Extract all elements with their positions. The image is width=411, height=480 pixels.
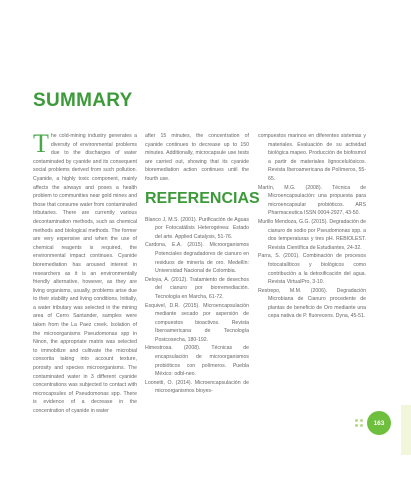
reference-item: Deloya, A. (2012). Tratamiento de desechos del cianuro por biorremediación. Tecnología en Marcha, 61-72.	[145, 276, 249, 300]
reference-item: Esquivel, D.R. (2015). Microencapsulación mediante secado por aspersión de compuestos bioactivos. Revista Iberoamericana de Tecnología Postcosecha, 180-192.	[145, 302, 249, 343]
summary-body-text: he cold-mining industry generates a diversity of environmental problems due to the discharges of water contaminated by cyanide and its consequent social problems derived from such pollution. Cyanide, a highly toxic component, mainly affects the airways and poses a health problem to communities near gold mines and those that consume water from contaminated tributaries. There are currently various decontamination methods, such as chemical methods and biological methods. The former are very expensive and when the use of chemical reagents is required, the environmental impact continues. Cyanide bioremediation has aroused interest in researchers as it is an environmentally friendly alternative, however, as they are living organisms, usually, problems arise due to their stability and living conditions. Initially, a water tributary was selected in the mining area of Cerro Santander, samples were taken from the La Paez creek. Isolation of the microorganisms Pseudomonas spp in Ninon, the appropriate matrix was selected to immobilize and cultivate the microbial consortia taking into account texture, porosity and species microorganisms. The contaminated water in 3 different cyanide concentrations was subjected to contact with microcapsules of Pseudomonas spp. There is evidence of a decrease in the concentration of cyanide in water	[33, 133, 137, 414]
reference-item: Cardona, E.A. (2015). Microorganismos Potenciales degradadores de cianuro en residuos de minería de oro. Medellín: Universidad Nacional de Colombia.	[145, 242, 249, 275]
reference-item: compuestos marinos en diferentes sistemas y materiales. Evaluación de su actividad biológica mapeo. Producción de biofosmol a partir de materiales lignocelulósicos. Revista Iberoamericana de Polímeros, 55-65.	[258, 133, 366, 182]
summary-heading: SUMMARY	[33, 90, 133, 111]
reference-item: Loonetti, O. (2014). Microencapsulación de microorganismos bioyes-	[145, 379, 249, 395]
summary-column-2	[145, 132, 260, 396]
reference-item: Blanco J, M.S. (2001). Purificación de Aguas por Fotocatálisis Heterogénea: Estado del arte. Applied Catalysis, 51-76.	[145, 216, 249, 240]
summary-dropcap: T	[33, 129, 49, 158]
summary-body-continued: after 15 minutes, the concentration of cyanide continues to decrease up to 150 minutes. Additionally, microcapsule use tests are carried out, showing that its cyanide bioremediation action continues until the fourth use.	[145, 133, 249, 182]
references-column-3	[258, 132, 366, 321]
reference-item: Himestrosa. (2008). Técnicas de encapsulación de microorganismos probióticos con polímeros. Puebla México: odbl-neo.	[145, 345, 249, 378]
references-heading: REFERENCIAS	[145, 189, 260, 207]
page-edge-tab	[401, 405, 411, 455]
decorative-dots	[355, 419, 365, 427]
reference-item: Parra, S. (2001). Combinación de procesos fotocatalíticos y biológicos como contribución a la detoxificación del agua. Revista VirtualPro, 3-10.	[258, 253, 366, 286]
reference-item: Restrepo, M.M. (2006). Degradación Microbiana de Cianuro procedente de plantas de beneficio de Oro mediante una cepa nativa de P. fluorecens. Dyna, 45-51.	[258, 287, 366, 320]
reference-item: Murillo Mendoza, G.G. (2015). Degradación de cianuro de sodio por Pseudomonas spp. a dos temperaturas y tres pH. REBIOLEST. Revista Científica de Estudiantes, 24-32.	[258, 218, 366, 251]
summary-column-1	[33, 129, 137, 416]
reference-item: Martín, M.G. (2008). Técnica de Microencapsulación: una propuesta para microencapsular probióticos. ARS Pharmaceutica ISSN 0004-2927, 43-50.	[258, 184, 366, 217]
page-number-badge: 163	[367, 411, 391, 435]
